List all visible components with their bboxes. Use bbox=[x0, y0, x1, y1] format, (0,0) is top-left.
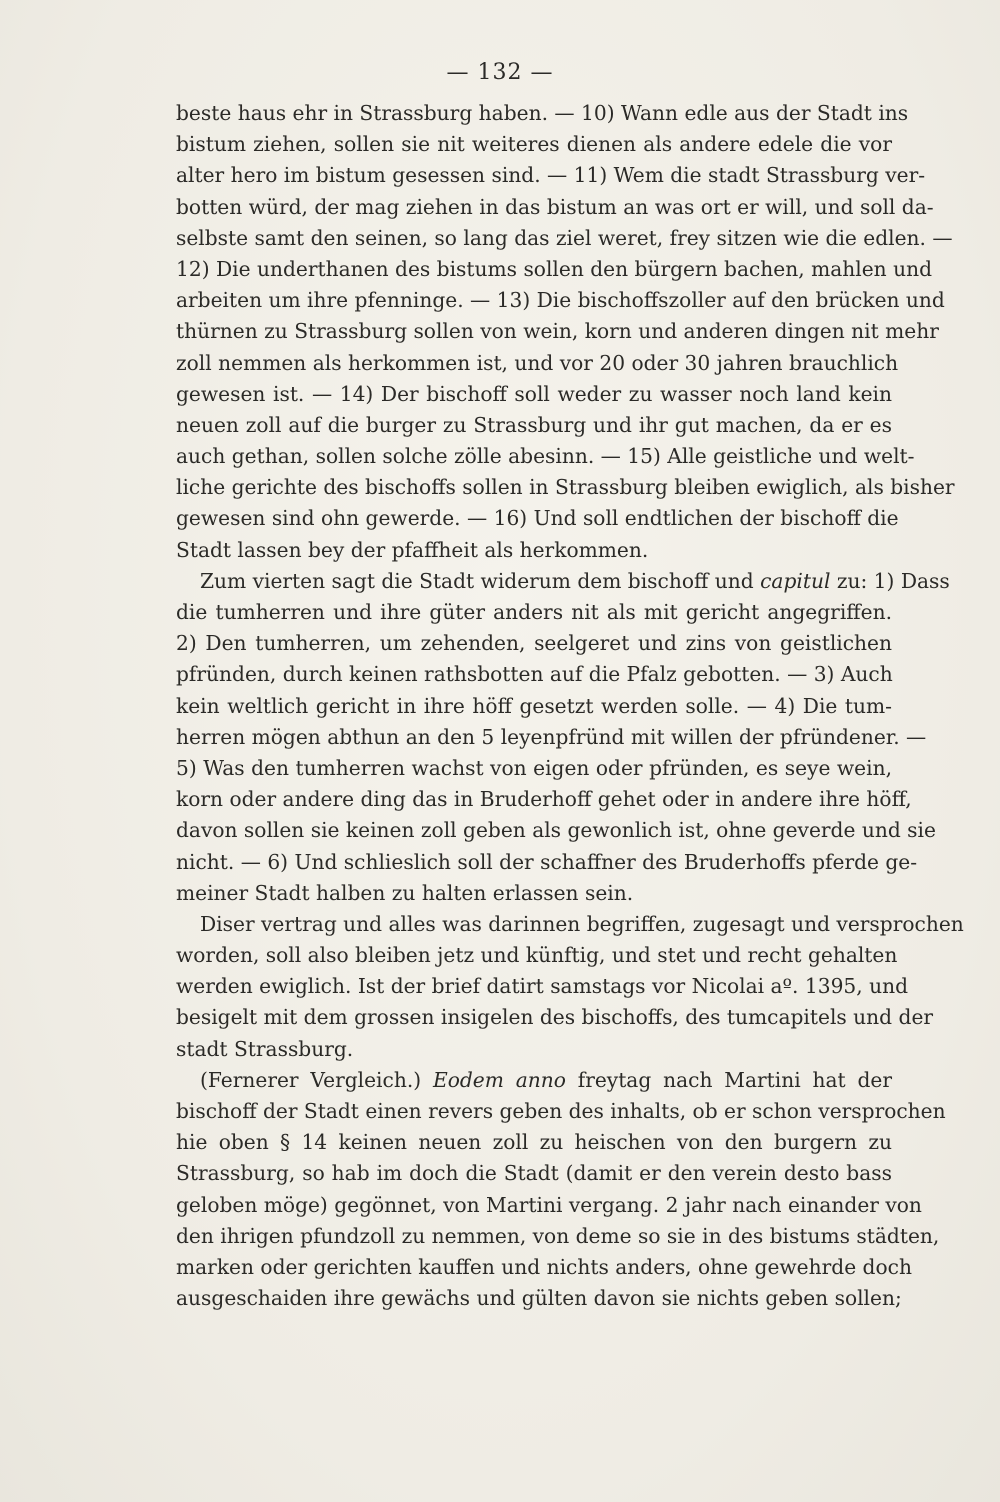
text-line: botten würd, der mag ziehen in das bistum an was ort er will, und soll da- bbox=[176, 194, 934, 219]
text-line: 12) Die underthanen des bistums sollen den bürgern bachen, mahlen und bbox=[176, 256, 933, 281]
text-line: Strassburg, so hab im doch die Stadt (damit er den verein desto bass bbox=[176, 1161, 892, 1186]
paragraph bbox=[176, 98, 955, 566]
text-line: kein weltlich gericht in ihre höff gesetzt werden solle. — 4) Die tum- bbox=[176, 693, 892, 718]
text-line: pfründen, durch keinen rathsbotten auf die Pfalz gebotten. — 3) Auch bbox=[176, 662, 893, 687]
text-line: selbste samt den seinen, so lang das ziel weret, frey sitzen wie die edlen. — bbox=[176, 225, 953, 250]
text-line: beste haus ehr in Strassburg haben. — 10) Wann edle aus der Stadt ins bbox=[176, 101, 909, 125]
text-line: hie oben § 14 keinen neuen zoll zu heischen von den burgern zu bbox=[176, 1130, 892, 1155]
paragraph bbox=[176, 566, 950, 909]
paragraph bbox=[176, 1065, 946, 1315]
text-line: Diser vertrag und alles was darinnen begriffen, zugesagt und versprochen bbox=[200, 911, 964, 936]
text-line: liche gerichte des bischoffs sollen in Strassburg bleiben ewiglich, als bisher bbox=[176, 475, 955, 500]
text-line: die tumherren und ihre güter anders nit als mit gericht angegriffen. bbox=[176, 600, 892, 624]
text-line: herren mögen abthun an den 5 leyenpfründ mit willen der pfründener. — bbox=[176, 724, 927, 749]
text-line: gewesen ist. — 14) Der bischoff soll weder zu wasser noch land kein bbox=[176, 381, 892, 406]
text-line: 2) Den tumherren, um zehenden, seelgeret und zins von geistlichen bbox=[176, 631, 892, 656]
text-line: stadt Strassburg. bbox=[176, 1036, 354, 1061]
text-line: bischoff der Stadt einen revers geben des inhalts, ob er schon versprochen bbox=[176, 1099, 946, 1123]
text-line: meiner Stadt halben zu halten erlassen sein. bbox=[176, 880, 634, 905]
text-line: besigelt mit dem grossen insigelen des bischoffs, des tumcapitels und der bbox=[176, 1005, 934, 1030]
text-line: zoll nemmen als herkommen ist, und vor 20 oder 30 jahren brauchlich bbox=[176, 350, 899, 375]
text-line bbox=[176, 1065, 892, 1096]
text-line bbox=[176, 566, 950, 597]
text-line: 5) Was den tumherren wachst von eigen oder pfründen, es seye wein, bbox=[176, 755, 892, 780]
text-run: Zum vierten sagt die Stadt widerum dem bischoff und bbox=[200, 568, 761, 593]
italic-term: capitul bbox=[760, 568, 831, 593]
page-number: — 132 — bbox=[446, 60, 554, 85]
text-run: freytag nach Martini hat der bbox=[565, 1067, 892, 1092]
text-line: nicht. — 6) Und schlieslich soll der schaffner des Bruderhoffs pferde ge- bbox=[176, 849, 918, 874]
text-line: ausgeschaiden ihre gewächs und gülten davon sie nichts geben sollen; bbox=[176, 1286, 902, 1311]
text-line: neuen zoll auf die burger zu Strassburg und ihr gut machen, da er es bbox=[176, 412, 892, 437]
text-line: alter hero im bistum gesessen sind. — 11) Wem die stadt Strassburg ver- bbox=[176, 163, 926, 188]
text-line: worden, soll also bleiben jetz und künftig, und stet und recht gehalten bbox=[176, 943, 898, 968]
italic-term: Eodem anno bbox=[432, 1067, 566, 1092]
text-line: marken oder gerichten kauffen und nichts anders, ohne gewehrde doch bbox=[176, 1254, 912, 1279]
text-line: auch gethan, sollen solche zölle abesinn. — 15) Alle geistliche und welt- bbox=[176, 444, 915, 469]
text-line: gewesen sind ohn gewerde. — 16) Und soll endtlichen der bischoff die bbox=[176, 506, 899, 531]
text-line: korn oder andere ding das in Bruderhoff gehet oder in andere ihre höff, bbox=[176, 787, 912, 812]
text-line: thürnen zu Strassburg sollen von wein, korn und anderen dingen nit mehr bbox=[176, 319, 939, 344]
body-text bbox=[176, 98, 964, 1314]
text-run: (Fernerer Vergleich.) bbox=[200, 1067, 433, 1092]
text-line: davon sollen sie keinen zoll geben als gewonlich ist, ohne geverde und sie bbox=[176, 818, 936, 843]
paragraph bbox=[176, 909, 964, 1065]
text-line: bistum ziehen, sollen sie nit weiteres dienen als andere edele die vor bbox=[176, 132, 892, 157]
text-line: werden ewiglich. Ist der brief datirt samstags vor Nicolai aº. 1395, und bbox=[176, 974, 909, 999]
text-line: den ihrigen pfundzoll zu nemmen, von deme so sie in des bistums städten, bbox=[176, 1223, 940, 1248]
text-line: Stadt lassen bey der pfaffheit als herkommen. bbox=[176, 537, 649, 562]
text-line: arbeiten um ihre pfenninge. — 13) Die bischoffszoller auf den brücken und bbox=[176, 288, 945, 313]
text-line: geloben möge) gegönnet, von Martini vergang. 2 jahr nach einander von bbox=[176, 1192, 922, 1217]
text-run: zu: 1) Dass bbox=[830, 568, 950, 593]
